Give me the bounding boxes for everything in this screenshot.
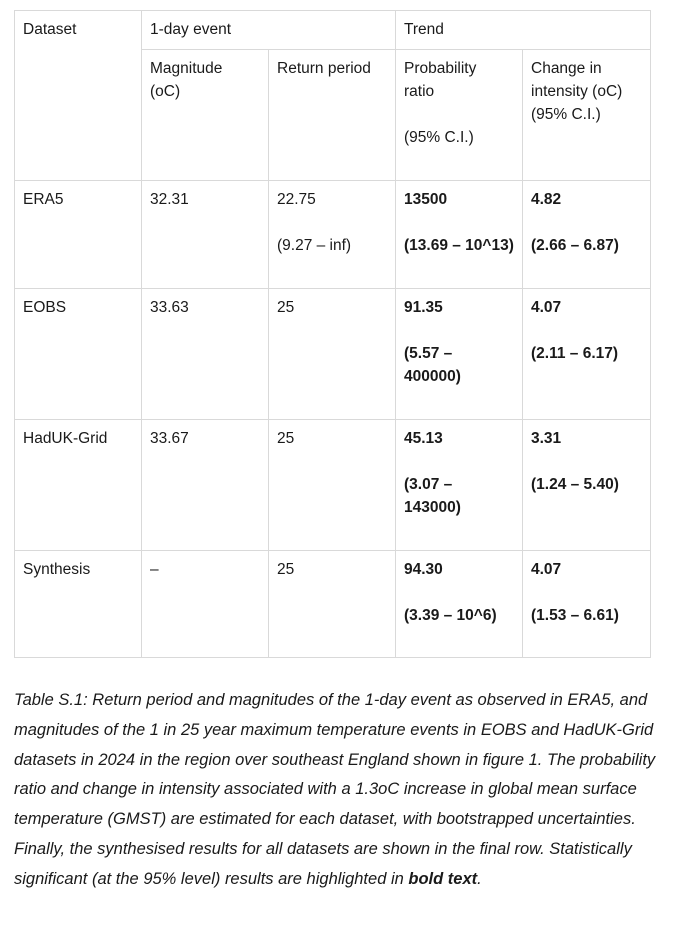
cell-intensity <box>523 551 651 658</box>
header-dataset <box>15 11 142 181</box>
intensity-value: 4.07 <box>531 299 562 316</box>
magnitude-value: 33.67 <box>150 430 189 447</box>
return-period-value: 22.75 <box>277 191 316 208</box>
intensity-ci: (1.24 – 5.40) <box>531 476 619 493</box>
table-row-eobs <box>15 289 651 420</box>
cell-return-period <box>269 420 396 551</box>
header-probability-ratio <box>396 50 523 181</box>
header-magnitude-label: Magnitude <box>150 60 223 77</box>
header-one-day-event-label: 1-day event <box>150 21 231 38</box>
intensity-value: 4.07 <box>531 561 562 578</box>
magnitude-value: 32.31 <box>150 191 189 208</box>
caption-end: . <box>477 869 482 888</box>
probability-ratio-ci: (13.69 – 10^13) <box>404 237 514 254</box>
intensity-value: 4.82 <box>531 191 562 208</box>
probability-ratio-value: 94.30 <box>404 561 443 578</box>
intensity-value: 3.31 <box>531 430 562 447</box>
header-one-day-event <box>142 11 396 50</box>
return-period-ci: (9.27 – inf) <box>277 237 352 254</box>
cell-intensity <box>523 289 651 420</box>
probability-ratio-ci: (5.57 – <box>404 345 453 362</box>
header-magnitude <box>142 50 269 181</box>
cell-magnitude <box>142 551 269 658</box>
magnitude-value: 33.63 <box>150 299 189 316</box>
header-probability-ratio-label-2: ratio <box>404 83 435 100</box>
intensity-ci: (2.11 – 6.17) <box>531 345 619 362</box>
cell-magnitude <box>142 289 269 420</box>
header-intensity-label-2: intensity (oC) <box>531 83 623 100</box>
caption-text: Table S.1: Return period and magnitudes of the 1-day event as observed in ERA5, and magnitudes of the 1 in 25 year maximum temperature events in EOBS and HadUK-Grid datasets in 2024 in the region over southeast England shown in figure 1. The probability ratio and change in intensity associated with a 1.3oC increase in global mean surface temperature (GMST) are estimated for each dataset, with bootstrapped uncertainties. Finally, the synthesised results for all datasets are shown in the final row. Statistically significant (at the 95% level) results are highlighted in <box>14 691 656 888</box>
caption-bold-text: bold text <box>408 869 478 888</box>
magnitude-value: – <box>150 561 159 578</box>
cell-dataset <box>15 551 142 658</box>
probability-ratio-value: 91.35 <box>404 299 443 316</box>
header-dataset-label: Dataset <box>23 21 77 38</box>
header-return-period-label: Return period <box>277 60 371 77</box>
cell-probability-ratio <box>396 551 523 658</box>
return-period-value: 25 <box>277 561 295 578</box>
header-magnitude-unit: (oC) <box>150 83 181 100</box>
table-row-era5 <box>15 181 651 289</box>
results-table <box>14 10 651 658</box>
probability-ratio-ci: (3.07 – <box>404 476 453 493</box>
probability-ratio-value: 13500 <box>404 191 448 208</box>
cell-probability-ratio <box>396 420 523 551</box>
dataset-name: Synthesis <box>23 561 91 578</box>
header-probability-ratio-ci: (95% C.I.) <box>404 129 474 146</box>
header-row-top <box>15 11 651 50</box>
return-period-value: 25 <box>277 430 295 447</box>
probability-ratio-value: 45.13 <box>404 430 443 447</box>
cell-dataset <box>15 289 142 420</box>
cell-probability-ratio <box>396 289 523 420</box>
cell-dataset <box>15 181 142 289</box>
table-row-synthesis <box>15 551 651 658</box>
cell-return-period <box>269 181 396 289</box>
intensity-ci: (1.53 – 6.61) <box>531 607 619 624</box>
cell-return-period <box>269 289 396 420</box>
header-trend <box>396 11 651 50</box>
header-trend-label: Trend <box>404 21 444 38</box>
cell-magnitude <box>142 420 269 551</box>
dataset-name: EOBS <box>23 299 67 316</box>
probability-ratio-ci-cont: 400000) <box>404 368 461 385</box>
header-probability-ratio-label: Probability <box>404 60 477 77</box>
header-intensity-label: Change in <box>531 60 602 77</box>
header-return-period <box>269 50 396 181</box>
dataset-name: ERA5 <box>23 191 64 208</box>
header-intensity <box>523 50 651 181</box>
return-period-value: 25 <box>277 299 295 316</box>
cell-return-period <box>269 551 396 658</box>
cell-intensity <box>523 420 651 551</box>
dataset-name: HadUK-Grid <box>23 430 108 447</box>
probability-ratio-ci: (3.39 – 10^6) <box>404 607 497 624</box>
cell-dataset <box>15 420 142 551</box>
cell-probability-ratio <box>396 181 523 289</box>
intensity-ci: (2.66 – 6.87) <box>531 237 619 254</box>
table-row-haduk-grid <box>15 420 651 551</box>
cell-magnitude <box>142 181 269 289</box>
cell-intensity <box>523 181 651 289</box>
header-intensity-ci: (95% C.I.) <box>531 106 601 123</box>
probability-ratio-ci-cont: 143000) <box>404 499 461 516</box>
table-caption <box>14 686 656 895</box>
